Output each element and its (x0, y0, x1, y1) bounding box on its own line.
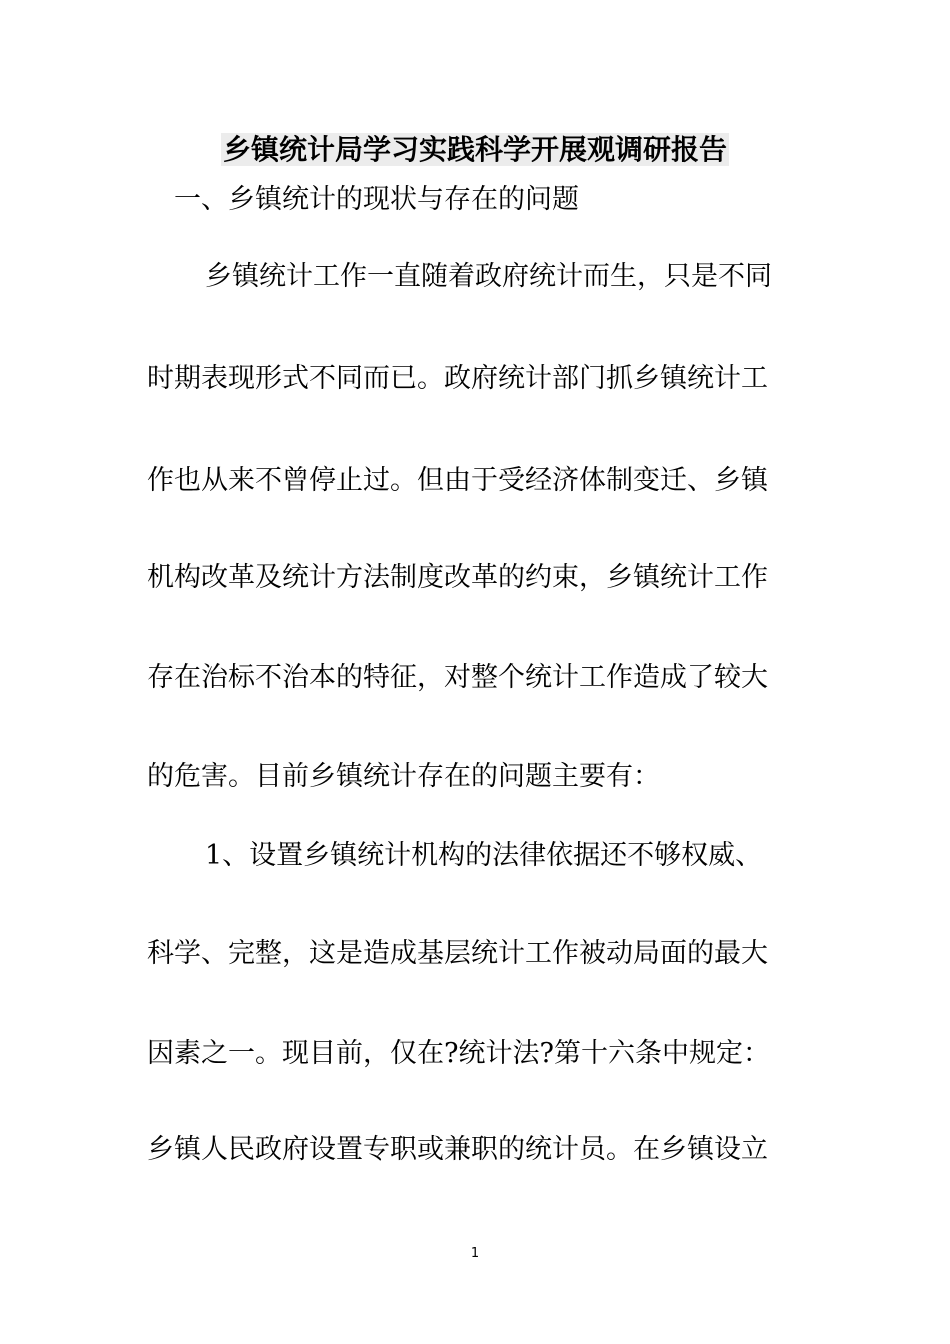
document-title (0, 130, 950, 170)
paragraph-line: 因素之一。现目前，仅在?统计法?第十六条中规定： (147, 1038, 770, 1069)
paragraph-line: 乡镇人民政府设置专职或兼职的统计员。在乡镇设立 (147, 1134, 768, 1165)
page-number: 1 (470, 1246, 480, 1261)
paragraph-line: 机构改革及统计方法制度改革的约束，乡镇统计工作 (147, 562, 768, 593)
paragraph-line: 存在治标不治本的特征，对整个统计工作造成了较大 (147, 662, 768, 693)
section-heading: 一、乡镇统计的现状与存在的问题 (174, 184, 579, 215)
paragraph-line: 作也从来不曾停止过。但由于受经济体制变迁、乡镇 (147, 465, 768, 496)
document-title-text: 乡镇统计局学习实践科学开展观调研报告 (222, 133, 727, 166)
paragraph-line: 乡镇统计工作一直随着政府统计而生，只是不同 (205, 261, 772, 292)
paragraph-line: 时期表现形式不同而已。政府统计部门抓乡镇统计工 (147, 363, 768, 394)
paragraph-line: 科学、完整，这是造成基层统计工作被动局面的最大 (147, 938, 768, 969)
paragraph-line: 1、设置乡镇统计机构的法律依据还不够权威、 (205, 840, 763, 871)
paragraph-line: 的危害。目前乡镇统计存在的问题主要有： (147, 761, 660, 792)
